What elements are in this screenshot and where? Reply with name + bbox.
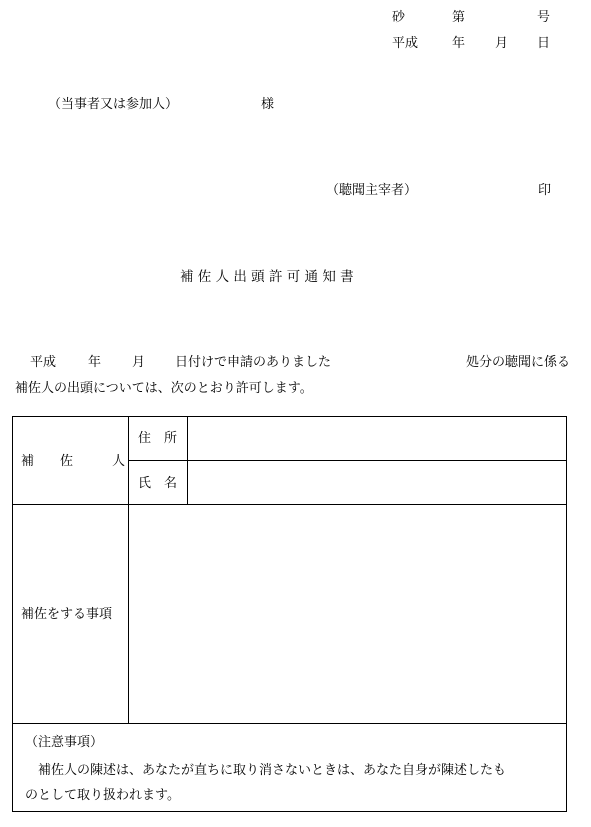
rule-label-column — [128, 416, 129, 724]
rule-sublabel-column — [187, 416, 188, 505]
table-border-top — [12, 416, 567, 417]
address-label: 住 所 — [138, 431, 178, 446]
table-border-bottom — [12, 811, 567, 812]
body-date-era: 平成 — [30, 355, 57, 370]
addressee-label: （当事者又は参加人） — [48, 97, 179, 112]
name-label: 氏 名 — [138, 476, 178, 491]
doc-number-suffix: 号 — [537, 10, 551, 25]
header-date-year: 年 — [452, 36, 466, 51]
document-title: 補 佐 人 出 頭 許 可 通 知 書 — [180, 269, 354, 285]
table-border-left — [12, 416, 13, 812]
notes-line2: のとして取り扱われます。 — [25, 788, 180, 803]
body-line2: 補佐人の出頭については、次のとおり許可します。 — [15, 381, 313, 396]
notes-line1: 補佐人の陳述は、あなたが直ちに取り消さないときは、あなた自身が陳述したも — [25, 763, 507, 778]
rule-address-name — [128, 460, 567, 461]
body-date-year: 年 — [88, 355, 102, 370]
rule-assistant-matters — [12, 504, 567, 505]
seal-mark: 印 — [538, 183, 552, 198]
body-date-month: 月 — [132, 355, 146, 370]
rule-matters-notes — [12, 723, 567, 724]
header-date-era: 平成 — [392, 36, 419, 51]
body-line1-mid: 日付けで申請のありました — [175, 355, 332, 370]
doc-number-prefix: 砂 — [392, 10, 406, 25]
body-line1-end: 処分の聴聞に係る — [466, 355, 571, 370]
sender-label: （聴聞主宰者） — [326, 183, 418, 198]
doc-number-mid: 第 — [452, 10, 466, 25]
header-date-month: 月 — [495, 36, 509, 51]
form-table — [12, 416, 567, 812]
notes-heading: （注意事項） — [25, 735, 104, 750]
assistant-label: 補 佐 人 — [21, 454, 126, 469]
header-date-day: 日 — [537, 36, 551, 51]
assist-matters-label: 補佐をする事項 — [21, 607, 113, 622]
addressee-honorific: 様 — [261, 97, 275, 112]
table-border-right — [566, 416, 567, 812]
